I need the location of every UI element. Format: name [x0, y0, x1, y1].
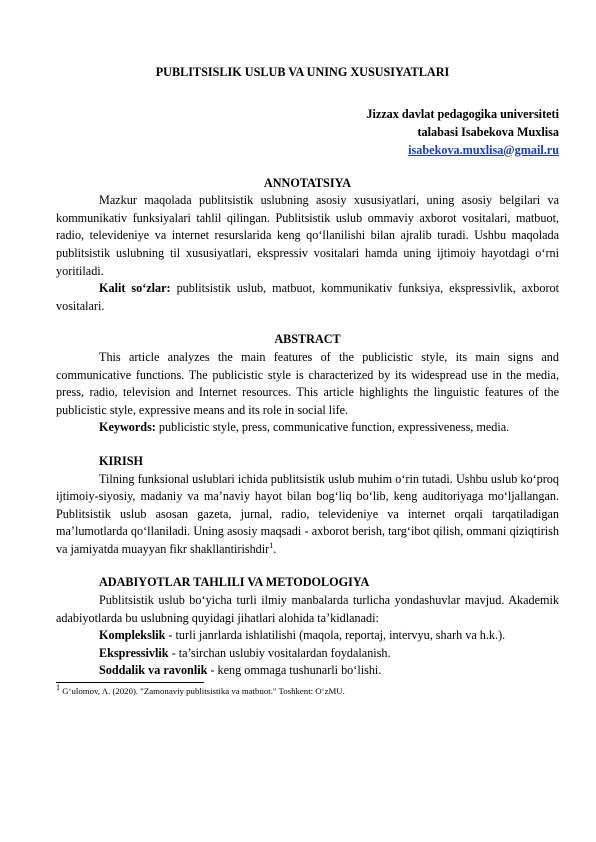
- affiliation-university: Jizzax davlat pedagogika universiteti: [366, 106, 559, 121]
- annotation-keywords-label: Kalit so‘zlar:: [99, 281, 171, 296]
- literature-item-label: Komplekslik: [99, 628, 166, 643]
- literature-item-expressiveness: [56, 645, 559, 663]
- annotation-keywords: [56, 280, 559, 315]
- literature-body: Publitsistik uslub bo‘yicha turli ilmiy manbalarda turlicha yondashuvlar mavjud. Akademik adabiyotlarda bu uslubning quyidagi jihatlari alohida ta’kidlanadi:: [56, 593, 559, 625]
- footnote-ref[interactable]: 1: [269, 540, 274, 550]
- intro-body-text: Tilning funksional uslublari ichida publitsistik uslub muhim o‘rin tutadi. Ushbu uslub ko‘proq ijtimoiy-siyosiy, madaniy va ma’naviy hayot bilan bog‘liq bo‘lib, keng auditoriyaga mo‘ljallangan. Publitsistik uslub asosan gazeta, jurnal, radio, televideniye va internet orqali tarqatiladigan ma’lumotlarda qo‘llaniladi. Uning asosiy maqsadi - axborot berish, targ‘ibot qilish, ommani qiziqtirish va jamiyatda muayyan fikr shakllantirishdir: [56, 471, 559, 556]
- literature-item-complexity: [56, 627, 559, 645]
- affiliation-block: [56, 105, 559, 159]
- literature-item-text: - turli janrlarda ishlatilishi (maqola, reportaj, intervyu, sharh va h.k.).: [165, 628, 506, 643]
- footnote-number: 1: [56, 683, 60, 693]
- literature-heading: ADABIYOTLAR TAHLILI VA METODOLOGIYA: [99, 575, 370, 590]
- literature-item-simplicity: [56, 662, 559, 680]
- author-email-link[interactable]: isabekova.muxlisa@gmail.ru: [408, 142, 559, 157]
- literature-item-label: Soddalik va ravonlik: [99, 663, 208, 678]
- annotation-heading: ANNOTATSIYA: [263, 175, 352, 190]
- affiliation-author: talabasi Isabekova Muxlisa: [417, 124, 559, 139]
- annotation-body: Mazkur maqolada publitsistik uslubning asosiy xususiyatlari, uning asosiy belgilari va kommunikativ funksiyalari tahlil qilingan. Publitsistik uslub ommaviy axborot vositalari, matbuot, radio, televideniye va internet resurslarida keng qo‘llanilishi bilan ajralib turadi. Ushbu maqolada publitsistik uslubning til xususiyatlari, ekspressiv vositalari hamda uning ijtimoiy hayotdagi o‘rni yoritiladi.: [56, 193, 559, 278]
- intro-heading: KIRISH: [99, 453, 144, 468]
- footnote: [56, 685, 559, 697]
- paper-page: [56, 64, 559, 697]
- abstract-keywords: [56, 419, 559, 437]
- footnote-divider: [56, 682, 204, 683]
- abstract-keywords-label: Keywords:: [99, 420, 156, 435]
- intro-body-end: .: [273, 541, 277, 556]
- abstract-keywords-text: publicistic style, press, communicative function, expressiveness, media.: [155, 420, 510, 435]
- literature-item-text: - ta’sirchan uslubiy vositalardan foydalanish.: [168, 645, 391, 660]
- abstract-heading: ABSTRACT: [274, 332, 341, 347]
- literature-item-text: - keng ommaga tushunarli bo‘lishi.: [207, 663, 382, 678]
- intro-body: [56, 471, 559, 559]
- literature-item-label: Ekspressivlik: [99, 645, 169, 660]
- paper-title: PUBLITSISLIK USLUB VA UNING XUSUSIYATLARI: [155, 65, 450, 79]
- abstract-body: This article analyzes the main features of the publicistic style, its main signs and communicative functions. The publicistic style is characterized by its widespread use in the media, press, radio, television and Internet resources. This article highlights the linguistic features of the publicistic style, expressive means and its role in social life.: [56, 349, 559, 417]
- annotation-keywords-text: publitsistik uslub, matbuot, kommunikativ funksiya, ekspressivlik, axborot vositalari.: [56, 281, 559, 313]
- footnote-text: G‘ulomov, A. (2020). "Zamonaviy publitsistika va matbuot." Toshkent: O‘zMU.: [60, 686, 345, 697]
